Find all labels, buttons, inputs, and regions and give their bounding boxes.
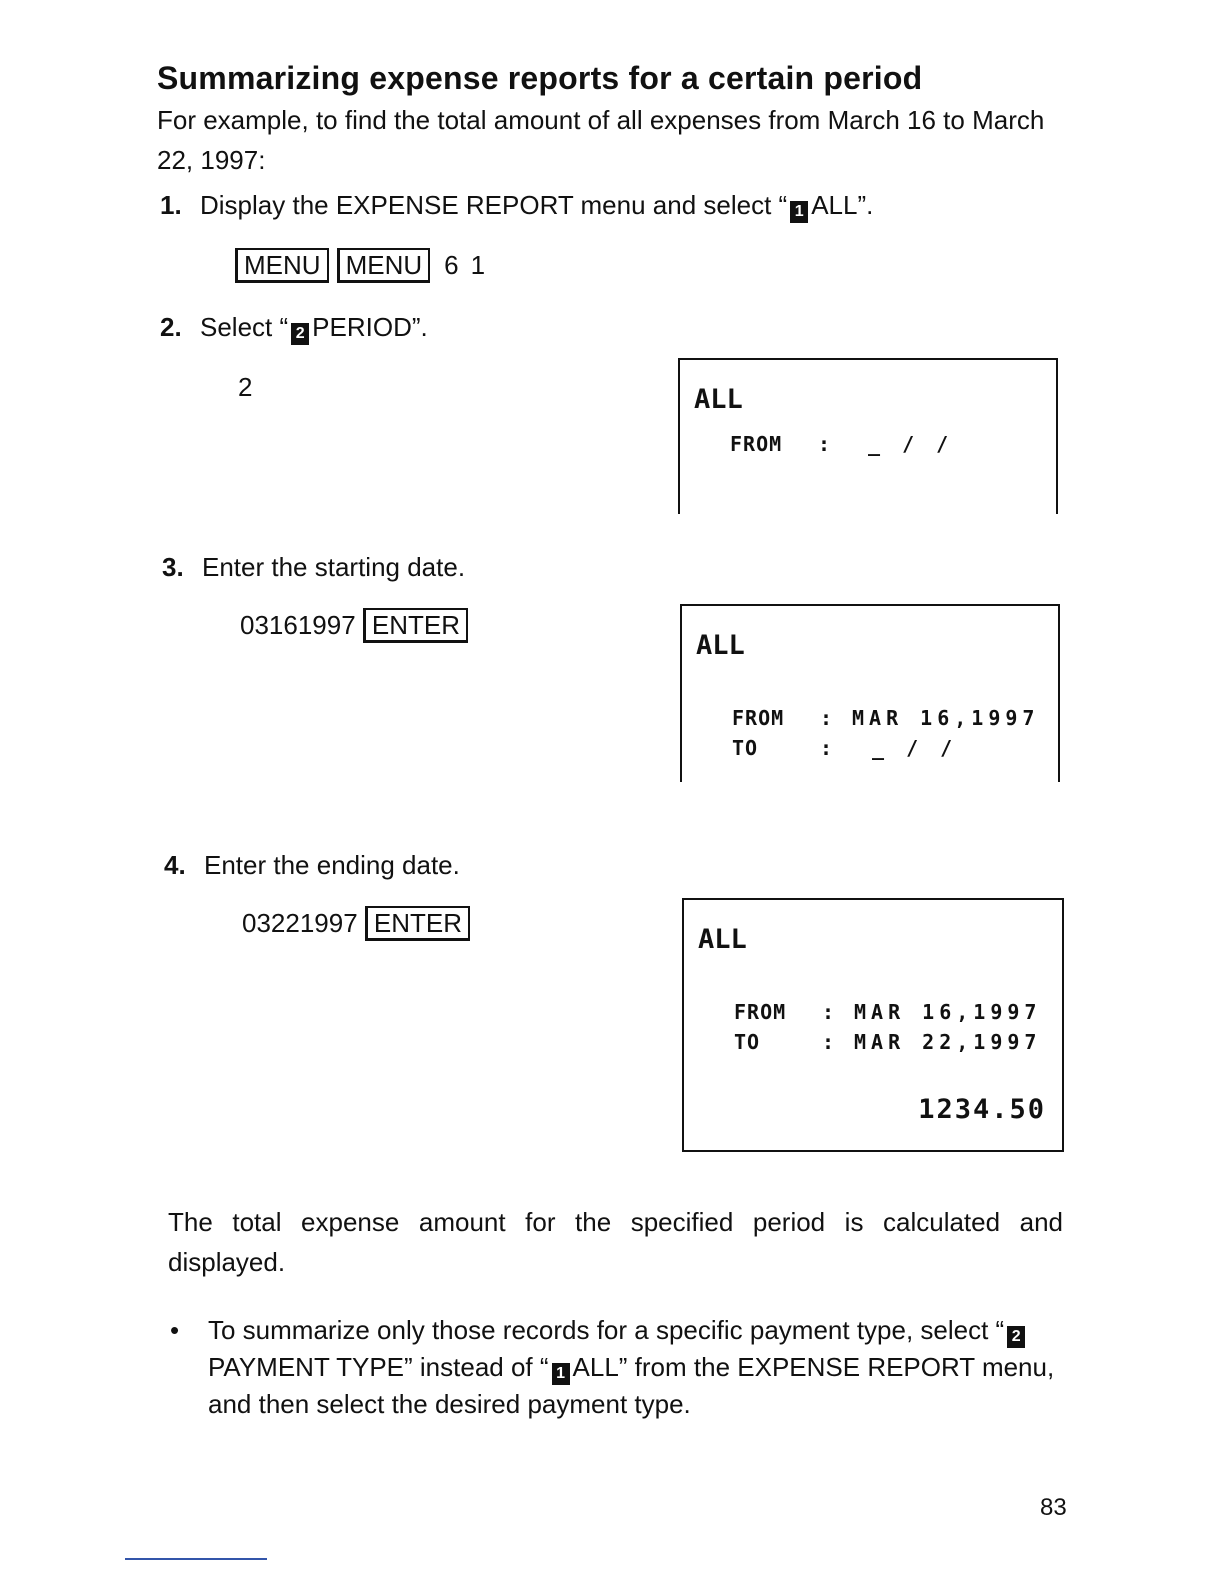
intro-text: For example, to find the total amount of all expenses from March 16 to March 22, 1997:: [157, 105, 1045, 175]
step-text: Enter the starting date.: [202, 552, 466, 582]
from-value: MAR 16,1997: [854, 1000, 1042, 1024]
step-4: [164, 850, 460, 881]
step-text-end: PERIOD”.: [312, 312, 428, 342]
to-value: MAR 22,1997: [854, 1030, 1042, 1054]
date-input: 03221997: [242, 908, 358, 938]
menu-key: MENU: [337, 248, 431, 283]
lcd-screen-period: [678, 358, 1058, 514]
step-number: 3.: [162, 552, 184, 582]
menu-number-badge: 1: [552, 1363, 570, 1385]
step-3: [162, 552, 465, 583]
step-number: 1.: [160, 190, 182, 220]
bullet-text-part: To summarize only those records for a specific payment type, select “: [208, 1315, 1005, 1345]
lcd-title: ALL: [698, 924, 747, 955]
bullet-text-part: ALL” from the EXPENSE REPORT menu, and then select the desired payment type.: [208, 1352, 1055, 1419]
digit-key: 1: [470, 250, 486, 280]
to-value: _ / /: [872, 736, 958, 760]
step-text: Enter the ending date.: [204, 850, 460, 880]
colon: :: [818, 432, 832, 456]
page-number: 83: [1040, 1494, 1067, 1521]
menu-number-badge: 2: [291, 323, 309, 345]
note-bullet: [170, 1312, 1065, 1423]
page-title: Summarizing expense reports for a certain period: [157, 60, 923, 96]
lcd-title: ALL: [696, 630, 745, 661]
from-label: FROM: [730, 432, 783, 456]
step-text-end: ALL”.: [811, 190, 874, 220]
lcd-screen-result: [682, 898, 1064, 1152]
bullet-dot: •: [170, 1315, 180, 1345]
step-1: [160, 190, 873, 223]
colon: :: [820, 706, 834, 730]
to-label: TO: [734, 1030, 761, 1054]
colon: :: [822, 1030, 836, 1054]
step-1-keys: [235, 248, 491, 283]
enter-key: ENTER: [365, 906, 470, 941]
bullet-text: [208, 1312, 1065, 1423]
from-value: MAR 16,1997: [852, 706, 1040, 730]
menu-number-badge: 2: [1007, 1326, 1025, 1348]
step-text: Select “: [200, 312, 289, 342]
lcd-screen-start-date: [680, 604, 1060, 782]
from-label: FROM: [732, 706, 785, 730]
from-value: _ / /: [868, 432, 954, 456]
date-input: 03161997: [240, 610, 356, 640]
step-number: 2.: [160, 312, 182, 342]
colon: :: [822, 1000, 836, 1024]
enter-key: ENTER: [363, 608, 468, 643]
step-3-keys: [240, 608, 476, 643]
step-2-input: 2: [238, 372, 253, 402]
step-number: 4.: [164, 850, 186, 880]
step-4-keys: [242, 906, 478, 941]
menu-key: MENU: [235, 248, 329, 283]
colon: :: [820, 736, 834, 760]
step-text: Display the EXPENSE REPORT menu and select “: [200, 190, 788, 220]
footer-rule: [125, 1558, 267, 1560]
step-2: [160, 312, 428, 345]
menu-number-badge: 1: [790, 201, 808, 223]
to-label: TO: [732, 736, 759, 760]
digit-key: 6: [444, 250, 459, 280]
bullet-text-part: PAYMENT TYPE” instead of “: [208, 1352, 549, 1382]
lcd-title: ALL: [694, 384, 743, 415]
from-label: FROM: [734, 1000, 787, 1024]
total-amount: 1234.50: [918, 1094, 1046, 1125]
result-text: The total expense amount for the specified period is calculated and displayed.: [168, 1207, 1063, 1277]
